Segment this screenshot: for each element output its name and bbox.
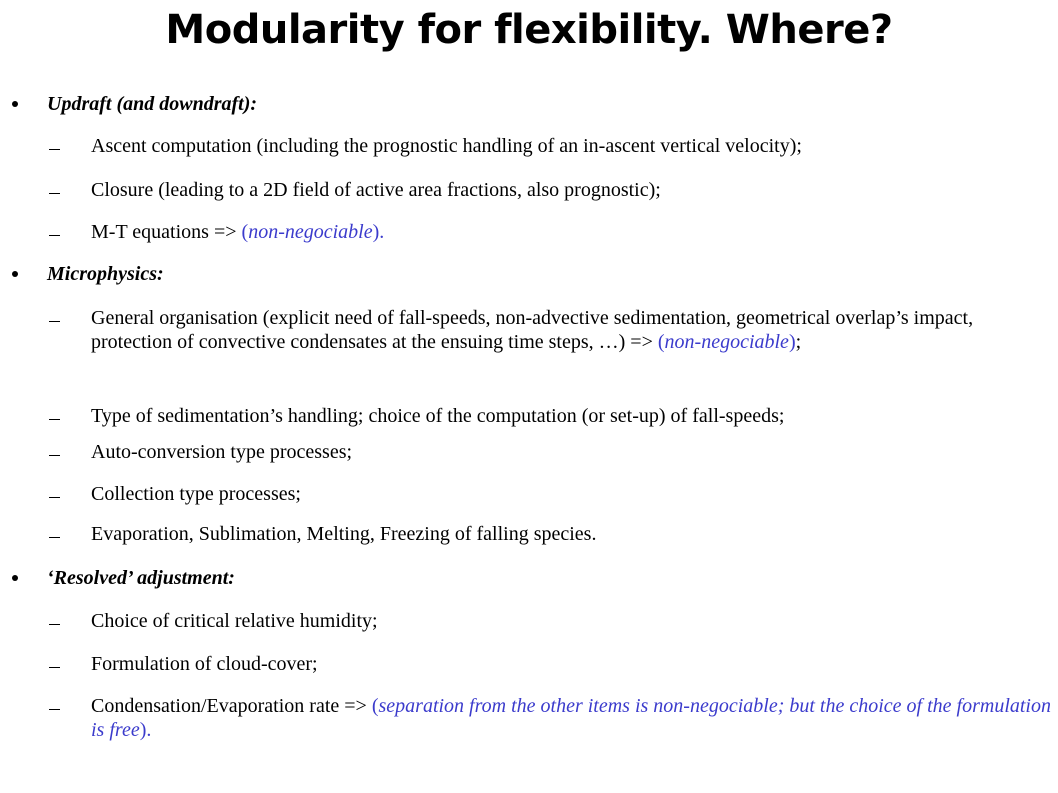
bullet-icon (12, 101, 18, 107)
section-heading: Updraft (and downdraft): (47, 93, 258, 115)
emphasis-text: non-negociable (664, 331, 789, 353)
list-item-text (91, 306, 1053, 354)
list-item-text: Auto-conversion type processes; (91, 441, 353, 463)
text-run: General organisation (explicit need of fall-speeds, non-advective sedimentation, geometrical overlap’s impact, protection of convective condensates at the ensuing time steps, …) => (91, 307, 974, 353)
bullet-icon (12, 271, 18, 277)
bullet-icon (12, 575, 18, 581)
text-run: M-T equations => (91, 221, 242, 243)
dash-icon (49, 321, 60, 322)
emphasis-text: separation from the other items is non-negociable; but the choice of the formulation is free (91, 695, 1051, 741)
dash-icon (49, 455, 60, 456)
dash-icon (49, 149, 60, 150)
dash-icon (49, 667, 60, 668)
list-item-text (91, 220, 1053, 244)
text-run: . (146, 719, 152, 741)
dash-icon (49, 624, 60, 625)
list-item-text: Ascent computation (including the prognostic handling of an in-ascent vertical velocity); (91, 135, 802, 157)
section-heading: Microphysics: (47, 263, 164, 285)
dash-icon (49, 709, 60, 710)
list-item-text: Type of sedimentation’s handling; choice of the computation (or set-up) of fall-speeds; (91, 405, 785, 427)
text-run: ; (795, 331, 802, 353)
paren-open: ( (371, 695, 379, 717)
dash-icon (49, 193, 60, 194)
paren-open: ( (241, 221, 249, 243)
dash-icon (49, 419, 60, 420)
section-heading: ‘Resolved’ adjustment: (47, 567, 235, 589)
emphasis-text: non-negociable (248, 221, 373, 243)
dash-icon (49, 235, 60, 236)
list-item-text: Formulation of cloud-cover; (91, 653, 318, 675)
list-item-text: Evaporation, Sublimation, Melting, Freezing of falling species. (91, 523, 597, 545)
paren-close: ) (788, 331, 796, 353)
paren-open: ( (657, 331, 665, 353)
text-run: . (379, 221, 385, 243)
list-item-text: Closure (leading to a 2D field of active area fractions, also prognostic); (91, 179, 661, 201)
dash-icon (49, 497, 60, 498)
slide-title: Modularity for flexibility. Where? (165, 7, 893, 53)
dash-icon (49, 537, 60, 538)
list-item-text (91, 694, 1053, 742)
list-item-text: Collection type processes; (91, 483, 301, 505)
paren-close: ) (372, 221, 380, 243)
list-item-text: Choice of critical relative humidity; (91, 610, 378, 632)
text-run: Condensation/Evaporation rate => (91, 695, 372, 717)
paren-close: ) (139, 719, 147, 741)
